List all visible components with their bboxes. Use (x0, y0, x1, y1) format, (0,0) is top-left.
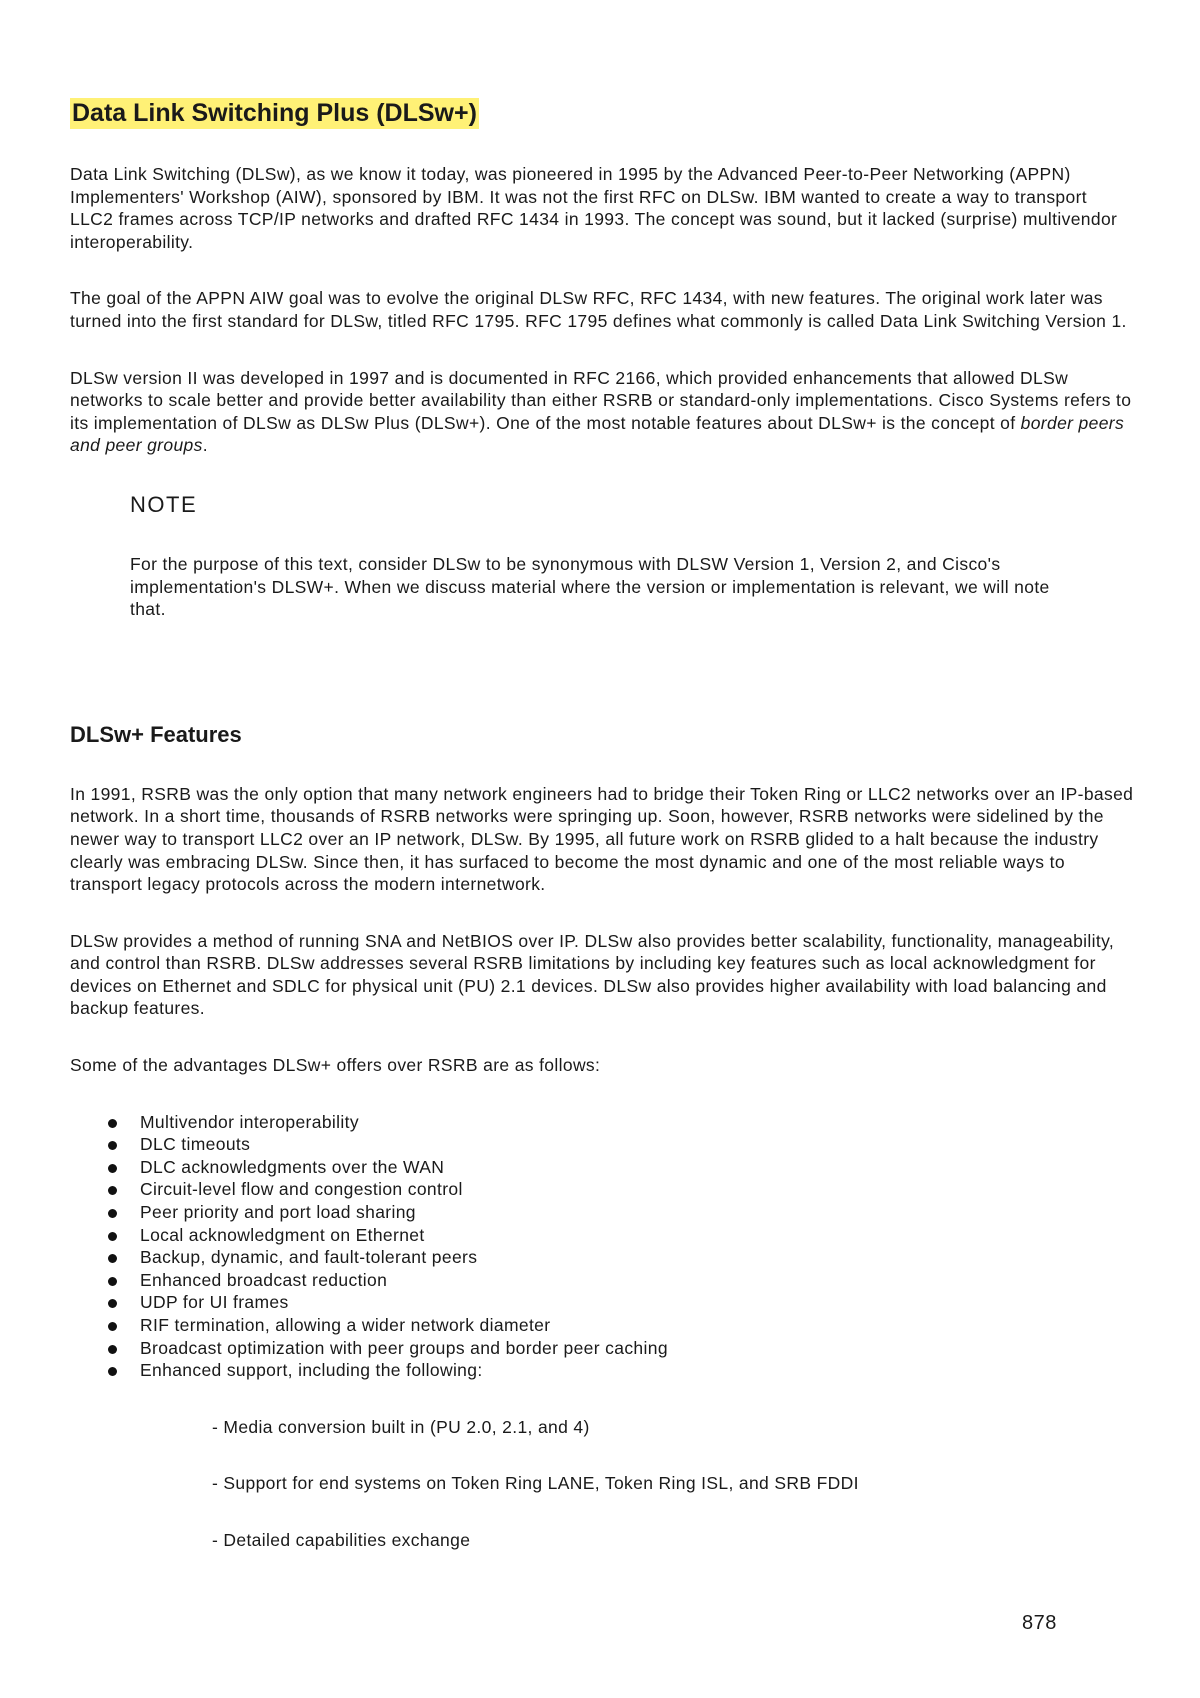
note-box (130, 491, 1090, 621)
features-list (70, 1111, 1135, 1382)
section-paragraph-3: Some of the advantages DLSw+ offers over RSRB are as follows: (70, 1055, 601, 1076)
note-body: For the purpose of this text, consider DLSw to be synonymous with DLSW Version 1, Version 2, and Cisco's implementation's DLSW+. When we discuss material where the version or implementation is relevant, we will note that. (130, 553, 1050, 620)
note-heading: NOTE (130, 491, 198, 517)
intro-paragraph-1: Data Link Switching (DLSw), as we know it today, was pioneered in 1995 by the Advanced Peer-to-Peer Networking (APPN) Implementers' Workshop (AIW), sponsored by IBM. It was not the first RFC on DLSw. IBM wanted to create a way to transport LLC2 frames across TCP/IP networks and drafted RFC 1434 in 1993. The concept was sound, but it lacked (surprise) multivendor interoperability. (70, 164, 1118, 252)
bullet-icon (108, 1322, 117, 1331)
page-title: Data Link Switching Plus (DLSw+) (72, 99, 477, 127)
section-heading: DLSw+ Features (70, 721, 242, 747)
bullet-icon (108, 1277, 117, 1286)
section-paragraph-2: DLSw provides a method of running SNA and NetBIOS over IP. DLSw also provides better scalability, functionality, manageability, and control than RSRB. DLSw addresses several RSRB limitations by including key features such as local acknowledgment for devices on Ethernet and SDLC for physical unit (PU) 2.1 devices. DLSw also provides higher availability with load balancing and backup features. (70, 930, 1115, 1019)
list-item (140, 1314, 1135, 1337)
list-item-label: RIF termination, allowing a wider network diameter (140, 1315, 551, 1335)
list-item-label: UDP for UI frames (140, 1292, 289, 1313)
list-item-label: DLC acknowledgments over the WAN (140, 1156, 445, 1177)
intro-paragraph-3 (70, 367, 1135, 457)
bullet-icon (108, 1186, 117, 1195)
section-paragraph-1: In 1991, RSRB was the only option that many network engineers had to bridge their Token Ring or LLC2 networks over an IP-based network. In a short time, thousands of RSRB networks were springing up. Soon, however, RSRB networks were sidelined by the newer way to transport LLC2 over an IP network, DLSw. By 1995, all future work on RSRB glided to a halt because the industry clearly was embracing DLSw. Since then, it has surfaced to become the most dynamic and one of the most reliable ways to transport legacy protocols across the modern internetwork. (70, 783, 1134, 895)
list-item (140, 1246, 1135, 1269)
bullet-icon (108, 1367, 117, 1376)
list-item-label: Peer priority and port load sharing (140, 1202, 416, 1223)
bullet-icon (108, 1254, 117, 1263)
bullet-icon (108, 1232, 117, 1241)
bullet-icon (108, 1141, 117, 1150)
sub-item-end-systems-support: - Support for end systems on Token Ring LANE, Token Ring ISL, and SRB FDDI (212, 1473, 859, 1494)
list-item (140, 1269, 1135, 1292)
list-item (140, 1224, 1135, 1247)
intro-paragraph-3-emphasis: border peers and peer groups (70, 412, 1125, 456)
page-number: 878 (1022, 1612, 1057, 1634)
list-item (140, 1201, 1135, 1224)
bullet-icon (108, 1345, 117, 1354)
list-item-label: Circuit-level flow and congestion control (140, 1179, 463, 1200)
list-item-label: Multivendor interoperability (140, 1111, 359, 1132)
list-item (140, 1156, 1135, 1179)
sub-item-capabilities-exchange: - Detailed capabilities exchange (212, 1529, 471, 1550)
bullet-icon (108, 1164, 117, 1173)
bullet-icon (108, 1209, 117, 1218)
list-item (140, 1337, 1135, 1360)
list-item (140, 1111, 1135, 1134)
intro-paragraph-3-text: DLSw version II was developed in 1997 and is documented in RFC 2166, which provided enhancements that allowed DLSw networks to scale better and provide better availability than either RSRB or standard-only implementations. Cisco Systems refers to its implementation of DLSw as DLSw Plus (DLSw+). One of the most notable features about DLSw+ is the concept of (70, 367, 1132, 433)
list-item (140, 1133, 1135, 1156)
list-item (140, 1359, 1135, 1382)
document-page (70, 98, 1135, 1586)
sub-item-media-conversion: - Media conversion built in (PU 2.0, 2.1, and 4) (212, 1416, 590, 1437)
list-item (140, 1291, 1135, 1314)
list-item-label: Backup, dynamic, and fault-tolerant peers (140, 1247, 478, 1268)
list-item-label: Broadcast optimization with peer groups and border peer caching (140, 1337, 668, 1358)
bullet-icon (108, 1299, 117, 1308)
list-item-label: Local acknowledgment on Ethernet (140, 1224, 425, 1245)
bullet-icon (108, 1119, 117, 1128)
list-item (140, 1178, 1135, 1201)
list-item-label: Enhanced broadcast reduction (140, 1269, 388, 1290)
intro-paragraph-2: The goal of the APPN AIW goal was to evolve the original DLSw RFC, RFC 1434, with new features. The original work later was turned into the first standard for DLSw, titled RFC 1795. RFC 1795 defines what commonly is called Data Link Switching Version 1. (70, 288, 1127, 331)
list-item-label: DLC timeouts (140, 1134, 251, 1155)
list-item-label: Enhanced support, including the following: (140, 1360, 483, 1381)
intro-paragraph-3-end: . (202, 435, 208, 456)
